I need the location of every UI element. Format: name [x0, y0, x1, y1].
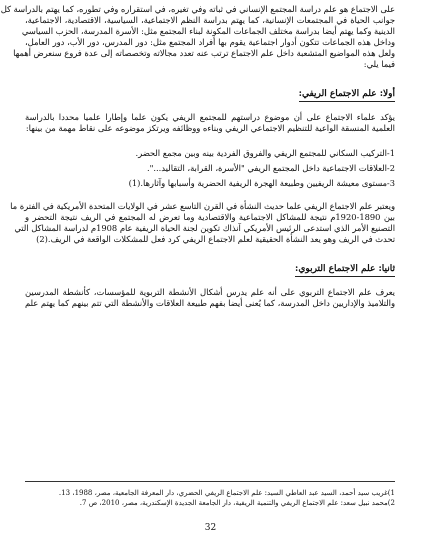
footnote: 1)غريب سيد أحمد، السيد عبد العاطي السيد: علم الاجتماع الريفي الحضري، دار المعرفة الجامعية، مصر، 1988، 13. [58, 489, 395, 497]
text-line: بين 1890-1920م نتيجة للمشاكل الاجتماعية والاقتصادية وما تعرض له المجتمع في الريف نتيجة التحضر و [25, 212, 395, 222]
text-line: يؤكد علماء الاجتماع على أن موضوع دراستهم للمجتمع الريفي يكون علما وإطارا علميا محددا بالدراسة [25, 112, 395, 122]
text-line: التصنيع الأمر الذي استدعى الرئيس الأمريكي آنذاك تكوين لجنة الحياة الريفية عام 1908م لدراسة المشاكل التي [14, 223, 395, 233]
text-line: يعرف علم الاجتماع التربوي على أنه علم يدرس أشكال الأنشطة التربوية للمؤسسات، كأنشطة المدرسين [25, 287, 395, 297]
list-item: 3-مستوى معيشة الريفيين وطبيعة الهجرة الريفية الحضرية وأسبابها وآثارها.(1) [128, 178, 395, 188]
section-heading-rural: أولا: علم الاجتماع الريفي: [299, 88, 395, 102]
text-line: الدينية وكما يهتم أيضا بدراسة مختلف الجماعات المكونة لبناء المجتمع مثل: الأسرة المدرسة، الحزب السياسي [21, 26, 395, 36]
rural-paragraph [25, 112, 395, 134]
text-line: وداخل هذه الجماعات تتكون أدوار اجتماعية يقوم بها أفراد المجتمع مثل: دور المدرس، دور الأب، دور العامل، [25, 37, 395, 47]
page-number: 32 [204, 523, 217, 533]
text-line: فيما يلي: [363, 59, 395, 69]
educational-paragraph [25, 287, 395, 309]
text-line: تحدث في الريف وهو يعد النشأة الحقيقية لعلم الاجتماع الريفي كرد فعل للمشكلات الواقعة في الريف.(2) [36, 234, 395, 244]
intro-paragraph [0, 4, 395, 70]
text-line: ولعل هذه المواضيع المتشعبة داخل علم الاجتماع ترتب عنه تعدد مجالاته وتخصصاته إلى عدة فروع سنعرض أهمها [13, 48, 395, 58]
text-line: جوانب الحياة في المجتمعات الإنسانية، كما يهتم بدراسة النظم الاجتماعية، السياسية، الاقتصادية، الاجتماعية، [25, 15, 395, 25]
section-heading-educational: ثانيا: علم الاجتماع التربوي: [295, 263, 395, 277]
text-line: العلمية المنسقة الواعية للتنظيم الاجتماعي الريفي وبناءه ووظائفه ويرتكز موضوعه على نقاط مهمة من بينها: [25, 123, 395, 133]
list-item: 2-العلاقات الاجتماعية داخل المجتمع الريفي "الأسرة، القرابة، التقاليد...". [146, 163, 395, 173]
list-item: 1-التركيب السكاني للمجتمع الريفي والفروق الفردية بينه وبين مجمع الحضر. [135, 148, 395, 158]
footnote: 2)محمد نبيل سعد: علم الاجتماع الريفي والتنمية الريفية، دار الجامعة الجديدة الإسكندرية، مصر، 2010، ص 7. [79, 499, 395, 507]
text-line: على الاجتماع هو علم دراسة المجتمع الإنساني في ثباته وفي تغيره، في استقراره وفي تطوره، كما يهتم بالدراسة كل [0, 4, 395, 14]
rural-history-paragraph [10, 201, 395, 245]
text-line: ويعتبر علم الاجتماع الريفي علما حديث النشأة في القرن التاسع عشر في الولايات المتحدة الأمريكية في الفترة ما [10, 201, 395, 211]
footnotes [25, 481, 395, 508]
text-line: والتلاميذ والإداريين داخل المدرسة، كما يُعنى أيضا بفهم طبيعة العلاقات والأنشطة التي تتم بينهم كما يهتم علم [25, 298, 395, 308]
